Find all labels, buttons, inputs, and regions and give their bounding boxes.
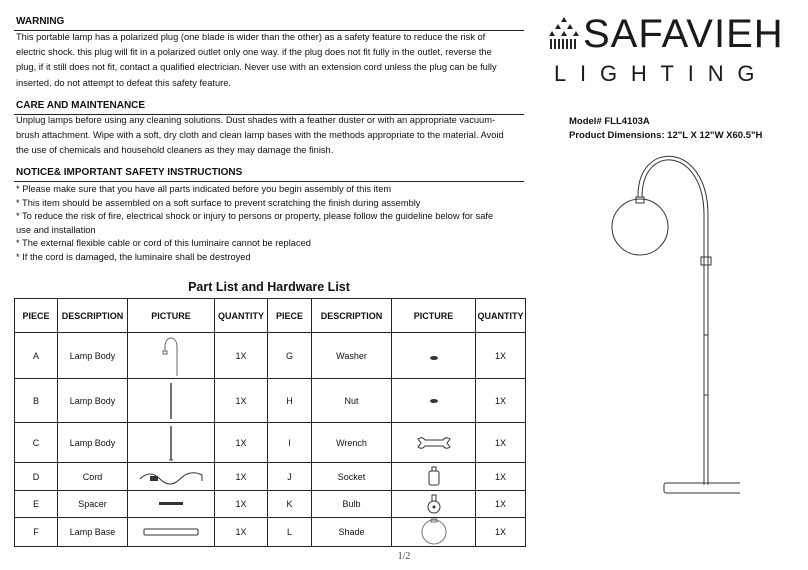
warning-line: plug, if it still does not fit, contact a qualified electrician. Never use with an extension cord unless the plug can be fully	[16, 62, 497, 73]
piece-cell: A	[15, 333, 58, 379]
description-cell: Cord	[58, 463, 128, 491]
piece-cell: F	[15, 518, 58, 547]
piece-cell: D	[15, 463, 58, 491]
parts-table	[14, 298, 526, 547]
table-row	[15, 463, 526, 491]
safety-item: * The external flexible cable or cord of this luminaire cannot be replaced	[16, 238, 311, 249]
lamp-arm-icon	[151, 335, 191, 377]
brand-mark-icon	[547, 16, 581, 50]
description-cell: Lamp Body	[58, 423, 128, 463]
column-header: QUANTITY	[476, 299, 526, 333]
piece-cell: L	[268, 518, 312, 547]
description-cell: Socket	[312, 463, 392, 491]
description-cell: Spacer	[58, 491, 128, 518]
brand-name: SAFAVIEH	[583, 12, 784, 56]
lamp-drawing	[600, 155, 740, 500]
lamp-base-icon	[141, 526, 201, 538]
column-header: DESCRIPTION	[312, 299, 392, 333]
picture-cell	[392, 518, 476, 547]
socket-icon	[426, 466, 442, 488]
description-cell: Lamp Base	[58, 518, 128, 547]
care-line: the use of chemicals and household cleaners as they may damage the finish.	[16, 145, 334, 156]
safety-item: * If the cord is damaged, the luminaire shall be destroyed	[16, 251, 251, 262]
safety-item: * To reduce the risk of fire, electrical shock or injury to persons or property, please follow the guideline below for safe	[16, 211, 494, 222]
piece-cell: H	[268, 379, 312, 423]
column-header: PIECE	[268, 299, 312, 333]
table-header-row	[15, 299, 526, 333]
quantity-cell: 1X	[476, 423, 526, 463]
quantity-cell: 1X	[215, 491, 268, 518]
page-number: 1/2	[397, 551, 411, 562]
picture-cell	[392, 423, 476, 463]
care-line: Unplug lamps before using any cleaning solutions. Dust shades with a feather duster or with an appropriate vacuum-	[16, 115, 496, 125]
picture-cell	[128, 491, 215, 518]
description-cell: Wrench	[312, 423, 392, 463]
quantity-cell: 1X	[215, 423, 268, 463]
picture-cell	[392, 379, 476, 423]
washer-icon	[424, 350, 444, 362]
column-header: PICTURE	[392, 299, 476, 333]
bulb-icon	[426, 493, 442, 515]
globe-shade-icon	[420, 518, 448, 546]
product-dimensions: Product Dimensions: 12"L X 12"W X60.5"H	[569, 130, 763, 141]
table-row	[15, 518, 526, 547]
care-line: brush attachment. Wipe with a soft, dry cloth and clean lamp bases with the methods appropriate to the material. Avoid	[16, 130, 504, 141]
warning-line: inserted. do not attempt to defeat this safety feature.	[16, 77, 231, 88]
safety-item: * This item should be assembled on a soft surface to prevent scratching the finish during assembly	[16, 197, 421, 208]
table-row	[15, 333, 526, 379]
piece-cell: E	[15, 491, 58, 518]
picture-cell	[392, 463, 476, 491]
safety-item: * Please make sure that you have all parts indicated before you begin assembly of this item	[16, 184, 392, 194]
piece-cell: K	[268, 491, 312, 518]
table-row	[15, 423, 526, 463]
cord-icon	[136, 467, 206, 487]
care-heading: CARE AND MAINTENANCE	[16, 100, 146, 111]
description-cell: Lamp Body	[58, 333, 128, 379]
piece-cell: I	[268, 423, 312, 463]
warning-text	[16, 30, 526, 91]
quantity-cell: 1X	[215, 463, 268, 491]
quantity-cell: 1X	[215, 379, 268, 423]
column-header: PIECE	[15, 299, 58, 333]
quantity-cell: 1X	[215, 518, 268, 547]
quantity-cell: 1X	[476, 333, 526, 379]
quantity-cell: 1X	[476, 491, 526, 518]
picture-cell	[128, 379, 215, 423]
description-cell: Nut	[312, 379, 392, 423]
warning-line: This portable lamp has a polarized plug (one blade is wider than the other) as a safety feature to reduce the risk of	[16, 32, 486, 42]
nut-icon	[424, 395, 444, 407]
piece-cell: J	[268, 463, 312, 491]
quantity-cell: 1X	[476, 379, 526, 423]
piece-cell: B	[15, 379, 58, 423]
divider	[14, 181, 524, 182]
table-row	[15, 379, 526, 423]
safety-list	[16, 183, 526, 265]
picture-cell	[392, 491, 476, 518]
description-cell: Shade	[312, 518, 392, 547]
parts-title: Part List and Hardware List	[188, 280, 350, 294]
model-number: Model# FLL4103A	[569, 116, 650, 127]
picture-cell	[128, 518, 215, 547]
description-cell: Washer	[312, 333, 392, 379]
spacer-icon	[156, 500, 186, 508]
picture-cell	[128, 423, 215, 463]
warning-heading: WARNING	[16, 16, 65, 27]
table-row	[15, 491, 526, 518]
description-cell: Lamp Body	[58, 379, 128, 423]
column-header: DESCRIPTION	[58, 299, 128, 333]
warning-line: electric shock. this plug will fit in a polarized outlet only one way. if the plug does not fit fully in the outlet, reverse the	[16, 47, 492, 58]
quantity-cell: 1X	[476, 463, 526, 491]
picture-cell	[128, 463, 215, 491]
column-header: PICTURE	[128, 299, 215, 333]
safety-heading: NOTICE& IMPORTANT SAFETY INSTRUCTIONS	[16, 167, 243, 178]
lamp-rod-icon	[161, 424, 181, 462]
brand-sub: LIGHTING	[554, 61, 769, 86]
lamp-rod-icon	[161, 381, 181, 421]
quantity-cell: 1X	[476, 518, 526, 547]
wrench-icon	[416, 435, 452, 451]
safety-item: use and installation	[16, 224, 96, 235]
picture-cell	[128, 333, 215, 379]
care-text	[16, 113, 526, 159]
piece-cell: G	[268, 333, 312, 379]
description-cell: Bulb	[312, 491, 392, 518]
picture-cell	[392, 333, 476, 379]
column-header: QUANTITY	[215, 299, 268, 333]
quantity-cell: 1X	[215, 333, 268, 379]
piece-cell: C	[15, 423, 58, 463]
